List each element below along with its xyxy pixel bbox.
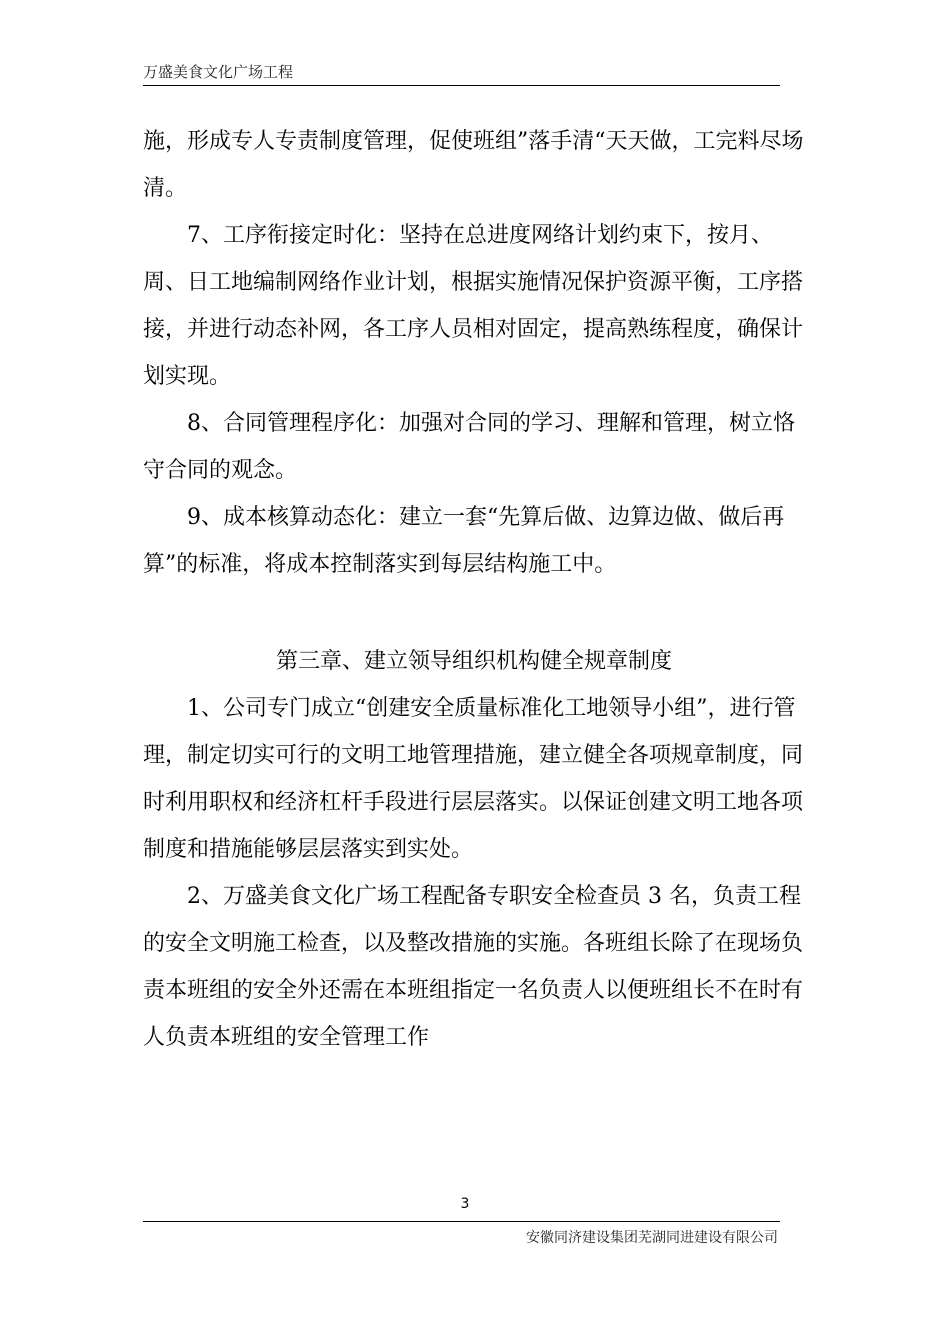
paragraph-continuation: 施，形成专人专责制度管理，促使班组”落手清“天天做，工完料尽场清。 (143, 129, 804, 201)
paragraph-item-9: 9、成本核算动态化：建立一套“先算后做、边算边做、做后再算”的标准，将成本控制落实到每层结构施工中。 (143, 505, 785, 577)
header-divider (143, 85, 780, 86)
page-number: 3 (460, 1196, 470, 1212)
paragraph-item-8: 8、合同管理程序化：加强对合同的学习、理解和管理，树立恪守合同的观念。 (143, 411, 795, 483)
header-title: 万盛美食文化广场工程 (143, 63, 294, 81)
footer-company: 安徽同济建设集团芜湖同进建设有限公司 (526, 1230, 778, 1246)
paragraph-item-7: 7、工序衔接定时化：坚持在总进度网络计划约束下，按月、周、日工地编制网络作业计划，根据实施情况保护资源平衡，工序搭接，并进行动态补网，各工序人员相对固定，提高熟练程度，确保计划实现。 (143, 223, 804, 389)
footer-divider (143, 1221, 780, 1222)
chapter-paragraph-1: 1、公司专门成立“创建安全质量标准化工地领导小组”，进行管理，制定切实可行的文明工地管理措施，建立健全各项规章制度，同时利用职权和经济杠杆手段进行层层落实。以保证创建文明工地各项制度和措施能够层层落实到实处。 (143, 696, 804, 862)
chapter-title: 第三章、建立领导组织机构健全规章制度 (275, 649, 672, 674)
chapter-paragraph-2: 2、万盛美食文化广场工程配备专职安全检查员 3 名，负责工程的安全文明施工检查，以及整改措施的实施。各班组长除了在现场负责本班组的安全外还需在本班组指定一名负责人以便班组长不在时有人负责本班组的安全管理工作 (143, 884, 804, 1050)
document-body (143, 118, 813, 1061)
